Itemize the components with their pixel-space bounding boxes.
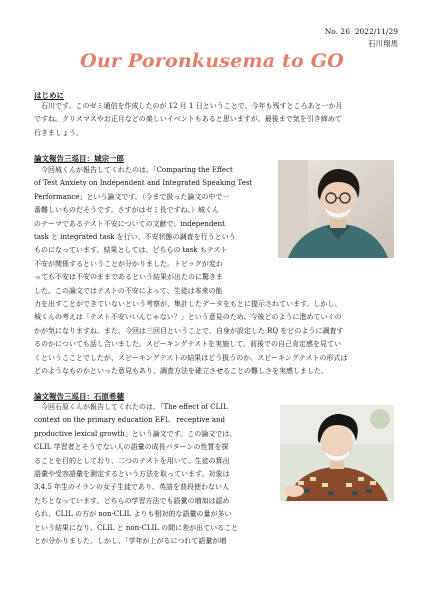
section2-line: という結果になり、CLIL と non-CLIL の間に差が出ていること [34, 523, 239, 532]
section1-line: 番難しいものだそうです。さすがはゼミ長ですね。）城くん [34, 206, 219, 215]
intro-heading: はじめに [34, 91, 64, 100]
section2-line: ることを目的としており、二つのテストを用いて、生徒の算出 [34, 456, 230, 465]
section2-line: 今回石原くんが報告してくれたのは、「The effect of CLIL [41, 403, 228, 411]
section1-line: ものになっています。結果としては、どちらの task もテスト [34, 246, 228, 255]
issue-meta [325, 26, 398, 50]
section1-line: かが気になりますね。また、今回は三回目ということで、自身が設定した RQ をどのように調査す [34, 326, 344, 335]
photo-student-patterned-sweater-graphic [280, 405, 394, 501]
section1-line: Performance」という論文です。（今まで扱った論文の中で一 [34, 192, 230, 201]
section2-line: CLIL 学習者とそうでない人の語彙の成長パターンの性質を探 [34, 443, 229, 452]
section1-line: どのようなものかといった意見もあり、調査方法を確立させることの難しさを実感しました。 [34, 367, 328, 376]
section2-line: 3,4,5 年生のイランの女子生徒であり、英語を普段使わない人 [34, 483, 230, 492]
section1-heading: 論文報告三巡目：城宗一郎 [34, 154, 124, 163]
newsletter-title: Our Poronkusema to GO [80, 50, 344, 72]
intro-line: 石川です。このゼミ通信を作成したのが 12 月 1 日ということで、今年も残すところあと一か月 [41, 102, 343, 110]
issue-date: 2022/11/29 [354, 27, 398, 36]
section2-paragraph [34, 401, 238, 548]
intro-line: 行きましょう。 [34, 128, 83, 137]
section1-line: of Test Anxiety on Independent and Integrated Speaking Test [34, 179, 253, 188]
section1-line: 不安が関係するということが分かりました。トピックが変わ [34, 259, 223, 268]
section1-line: 力を出すことができていないという考察が、集計したデータをもとに提示されています。しかし、 [34, 300, 342, 309]
section2-line: productive lexical growth」という論文です。この論文では、 [34, 429, 237, 438]
issue-number: No. 26 [324, 27, 350, 36]
section1-line: くというこことでしたが、スピーキングテストの結果はどう扱うのか、スピーキングテストの形式は [34, 353, 348, 362]
section1-line: 城くんの考えは「テスト不安いいんじゃない？」という意見のため、今後どのように進めていくの [34, 313, 342, 322]
section2-heading: 論文報告三巡目：石原希穂 [34, 392, 124, 401]
section1-line: るのかについても話し合いました。スピーキングテストを実施して、前後での自己肯定感を見てい [34, 340, 341, 349]
section2-line: 語彙や受容語彙を測定するという方法を取っています。対象は [34, 470, 230, 479]
photo-student-patterned-sweater [280, 405, 394, 501]
intro-line: ですね。クリスマスやお正月などの楽しいイベントもあると思いますが、最後まで気を引き締めて [34, 115, 342, 124]
section1-line: っても不安は不安のままであるという結果が出たのに驚きま [34, 273, 223, 282]
section1-line: 今回城くんが報告してくれたのは、「Comparing the Effect [41, 166, 233, 174]
intro-paragraph [34, 100, 343, 140]
section1-line: した。この論文ではテストの不安によって、生徒は本来の能 [34, 286, 223, 295]
photo-student-glasses-mask [278, 160, 394, 258]
section2-line: とが分かりました。しかし、「学年が上がるにつれて語彙が増 [34, 537, 227, 546]
author-name: 石川翔馬 [368, 39, 398, 48]
section2-line: context on the primary education EFL receptive and [34, 416, 226, 425]
photo-student-glasses-mask-graphic [278, 160, 394, 258]
section2-line: られ、CLIL の方が non-CLIL よりも相対的な語彙の量が多い [34, 510, 232, 519]
section1-line: task と integrated task を行い、不安状態の調査を行うという [34, 233, 236, 242]
section1-line: のテーマであるテスト不安についての文献で、independent [34, 219, 225, 228]
issue-number-date [325, 26, 398, 38]
section2-line: たちとなっています。どちらの学習方法でも語彙の増加は認め [34, 496, 230, 505]
